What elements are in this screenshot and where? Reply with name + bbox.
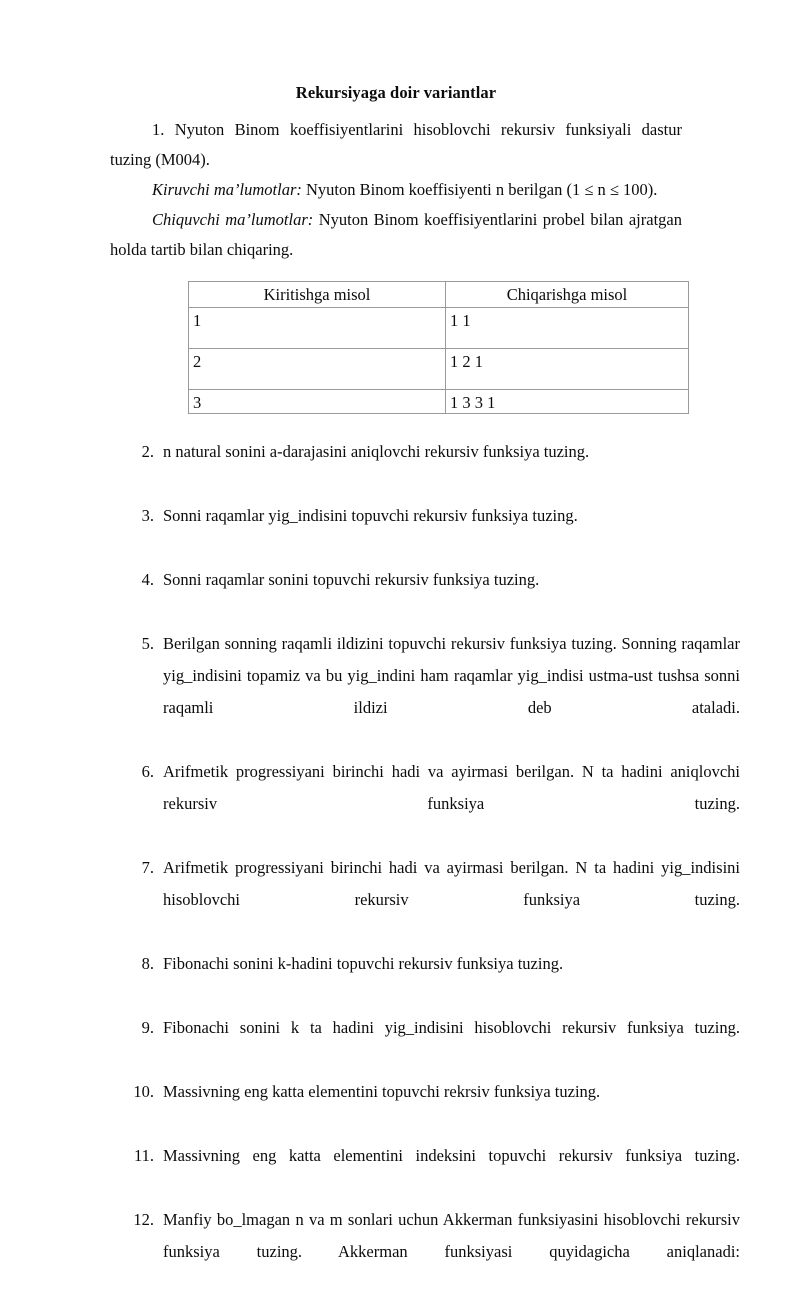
list-item-number: 3. [141,506,154,525]
list-item [110,436,740,500]
list-item-number: 7. [141,858,154,877]
table-row [189,349,689,390]
list-item-text: Arifmetik progressiyani birinchi hadi va ayirmasi berilgan. N ta hadini yig_indisini hisoblovchi rekursiv funksiya tuzing. [163,858,740,909]
list-item [110,1012,740,1076]
list-item [110,1140,740,1204]
list-item-text: Sonni raqamlar yig_indisini topuvchi rekursiv funksiya tuzing. [163,506,578,525]
cell-output-2: 1 2 1 [446,349,689,390]
list-item [110,1076,740,1140]
list-item-number: 11. [133,1146,154,1165]
list-item-number: 12. [133,1210,154,1229]
cell-output-3: 1 3 3 1 [446,390,689,414]
list-item-number: 10. [133,1082,154,1101]
list-item-text: n natural sonini a-darajasini aniqlovchi rekursiv funksiya tuzing. [163,442,590,461]
list-item [110,756,740,852]
list-item [110,948,740,1012]
list-item-text: Massivning eng katta elementini topuvchi rekrsiv funksiya tuzing. [163,1082,601,1101]
list-item-number: 9. [141,1018,154,1037]
table-row [189,308,689,349]
list-item-text: Fibonachi sonini k-hadini topuvchi rekursiv funksiya tuzing. [163,954,564,973]
task-list [110,436,740,1300]
example-table-head [189,282,689,308]
list-item-number: 6. [141,762,154,781]
list-item-number: 4. [141,570,154,589]
list-item [110,628,740,756]
column-header-input: Kiritishga misol [189,282,446,308]
list-item-text: Manfiy bo_lmagan n va m sonlari uchun Akkerman funksiyasini hisoblovchi rekursiv funksiya tuzing. Akkerman funksiyasi quyidagicha aniqlanadi: [163,1210,740,1261]
example-table-body [189,308,689,414]
list-item-text: Massivning eng katta elementini indeksini topuvchi rekursiv funksiya tuzing. [163,1146,740,1165]
cell-output-1: 1 1 [446,308,689,349]
input-spec-text: Nyuton Binom koeffisiyenti n berilgan (1 ≤ n ≤ 100). [301,180,658,199]
task-1-paragraph: 1. Nyuton Binom koeffisiyentlarini hisoblovchi rekursiv funksiyali dastur tuzing (M004). [110,120,682,169]
cell-input-1: 1 [189,308,446,349]
input-spec-label: Kiruvchi ma’lumotlar: [152,180,302,199]
table-header-row [189,282,689,308]
output-spec-text: Nyuton Binom koeffisiyentlarini probel bilan ajratgan holda tartib bilan chiqaring. [110,210,682,259]
list-item [110,1204,740,1300]
list-item [110,564,740,628]
list-item-number: 2. [141,442,154,461]
list-item-number: 8. [141,954,154,973]
cell-input-2: 2 [189,349,446,390]
list-item-text: Arifmetik progressiyani birinchi hadi va ayirmasi berilgan. N ta hadini aniqlovchi rekursiv funksiya tuzing. [163,762,740,813]
cell-input-3: 3 [189,390,446,414]
list-item-text: Berilgan sonning raqamli ildizini topuvchi rekursiv funksiya tuzing. Sonning raqamlar yig_indisini topamiz va bu yig_indini ham raqamlar yig_indisi ustma-ust tushsa sonni raqamli ildizi deb ataladi. [163,634,740,717]
page-title: Rekursiyaga doir variantlar [295,83,497,102]
column-header-output: Chiqarishga misol [446,282,689,308]
table-row [189,390,689,414]
example-table-wrapper [188,281,740,414]
output-spec-label: Chiquvchi ma’lumotlar: [152,210,314,229]
list-item-text: Fibonachi sonini k ta hadini yig_indisini hisoblovchi rekursiv funksiya tuzing. [163,1018,740,1037]
output-spec-paragraph [110,205,740,265]
list-item-text: Sonni raqamlar sonini topuvchi rekursiv funksiya tuzing. [163,570,540,589]
list-item-number: 5. [141,634,154,653]
input-spec-paragraph [110,175,740,205]
list-item [110,852,740,948]
list-item [110,500,740,564]
example-table [188,281,689,414]
